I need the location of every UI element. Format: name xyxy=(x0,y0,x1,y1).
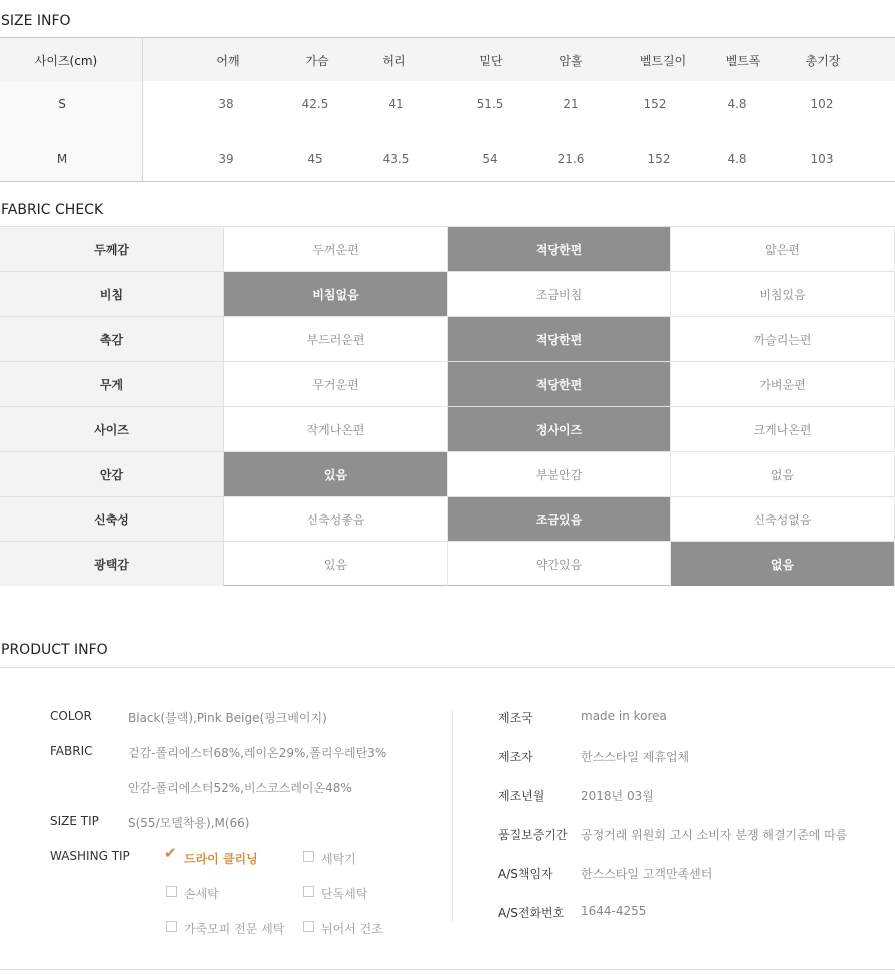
fabric-option-selected: 적당한편 xyxy=(448,227,671,271)
checkbox-icon xyxy=(303,921,314,932)
color-label: COLOR xyxy=(50,709,92,723)
fabric-row-label: 신축성 xyxy=(0,497,224,541)
fabric-row xyxy=(0,226,895,271)
checkmark-icon: ✔ xyxy=(164,844,177,862)
fabric-row xyxy=(0,496,895,541)
size-value: 45 xyxy=(307,152,323,166)
size-value: 39 xyxy=(218,152,234,166)
fabric-option: 두꺼운편 xyxy=(224,227,448,271)
size-info-title: SIZE INFO xyxy=(1,13,71,29)
size-table-label-column xyxy=(0,81,142,181)
detail-value: 한스스타일 제휴업체 xyxy=(581,750,690,764)
fabric-option: 무거운편 xyxy=(224,362,448,406)
size-col-header: 허리 xyxy=(382,54,406,68)
fabric-row xyxy=(0,406,895,451)
fabric-option: 신축성없음 xyxy=(671,497,895,541)
washing-option-separate: 단독세탁 xyxy=(321,887,368,901)
fabric-row xyxy=(0,316,895,361)
product-info-divider-bottom xyxy=(0,969,895,970)
fabric-value-outer: 겉감-폴리에스터68%,레이온29%,폴리우레탄3% xyxy=(128,746,387,760)
fabric-row-label: 안감 xyxy=(0,452,224,496)
washing-option-flat-dry: 뉘어서 건조 xyxy=(321,922,383,936)
fabric-row-label: 무게 xyxy=(0,362,224,406)
fabric-option: 비침있음 xyxy=(671,272,895,316)
detail-label: 제조년월 xyxy=(498,789,545,803)
size-col-header: 어깨 xyxy=(216,54,240,68)
product-info-column-divider xyxy=(452,710,453,922)
fabric-option-selected: 비침없음 xyxy=(224,272,448,316)
size-tip-label: SIZE TIP xyxy=(50,814,99,828)
size-col-header: 암홀 xyxy=(559,54,583,68)
checkbox-icon xyxy=(303,886,314,897)
fabric-option: 부분안감 xyxy=(448,452,671,496)
fabric-option: 작게나온편 xyxy=(224,407,448,451)
detail-value: 2018년 03월 xyxy=(581,789,654,803)
detail-value: 한스스타일 고객만족센터 xyxy=(581,867,713,881)
size-value: 51.5 xyxy=(476,97,504,111)
color-value: Black(블랙),Pink Beige(핑크베이지) xyxy=(128,711,327,725)
size-value: 152 xyxy=(647,152,671,166)
fabric-option: 가벼운편 xyxy=(671,362,895,406)
fabric-row-label: 사이즈 xyxy=(0,407,224,451)
size-value: 54 xyxy=(482,152,498,166)
size-value: 103 xyxy=(810,152,834,166)
detail-label: 제조자 xyxy=(498,750,533,764)
fabric-check-title: FABRIC CHECK xyxy=(1,202,104,218)
detail-value: 공정거래 위원회 고시 소비자 분쟁 해결기준에 따름 xyxy=(581,828,848,842)
size-row-label: S xyxy=(58,97,66,111)
washing-option-hand-wash: 손세탁 xyxy=(184,887,219,901)
fabric-option-selected: 정사이즈 xyxy=(448,407,671,451)
fabric-row-label: 광택감 xyxy=(0,542,224,586)
size-col-header: 벨트길이 xyxy=(639,54,687,68)
fabric-option: 까슬리는편 xyxy=(671,317,895,361)
fabric-option: 부드러운편 xyxy=(224,317,448,361)
fabric-option-selected: 있음 xyxy=(224,452,448,496)
checkbox-icon xyxy=(166,921,177,932)
fabric-value-lining: 안감-폴리에스터52%,비스코스레이온48% xyxy=(128,781,352,795)
size-value: 43.5 xyxy=(382,152,410,166)
size-col-header: 총기장 xyxy=(805,54,841,68)
fabric-row-label: 두께감 xyxy=(0,227,224,271)
fabric-row xyxy=(0,271,895,316)
fabric-option-selected: 적당한편 xyxy=(448,362,671,406)
checkbox-icon xyxy=(303,851,314,862)
fabric-row-label: 비침 xyxy=(0,272,224,316)
washing-option-machine: 세탁기 xyxy=(321,852,356,866)
detail-label: A/S전화번호 xyxy=(498,906,565,920)
size-value: 102 xyxy=(810,97,834,111)
fabric-option: 얇은편 xyxy=(671,227,895,271)
size-value: 152 xyxy=(643,97,667,111)
detail-label: A/S책임자 xyxy=(498,867,553,881)
fabric-option: 약간있음 xyxy=(448,542,671,586)
size-col-header: 가슴 xyxy=(305,54,329,68)
fabric-option-selected: 없음 xyxy=(671,542,895,586)
fabric-option: 조금비침 xyxy=(448,272,671,316)
size-value: 38 xyxy=(218,97,234,111)
size-value: 21.6 xyxy=(557,152,585,166)
size-value: 4.8 xyxy=(727,97,747,111)
product-info-title: PRODUCT INFO xyxy=(1,642,108,658)
fabric-option: 크게나온편 xyxy=(671,407,895,451)
size-value: 21 xyxy=(563,97,579,111)
detail-value: made in korea xyxy=(581,709,667,723)
size-table xyxy=(0,37,895,182)
size-label-header: 사이즈(cm) xyxy=(34,54,98,68)
checkbox-icon xyxy=(166,886,177,897)
detail-value: 1644-4255 xyxy=(581,904,647,918)
fabric-option-selected: 조금있음 xyxy=(448,497,671,541)
fabric-row xyxy=(0,451,895,496)
washing-option-leather-fur: 가죽모피 전문 세탁 xyxy=(184,922,285,936)
size-table-divider xyxy=(142,38,143,181)
fabric-option-selected: 적당한편 xyxy=(448,317,671,361)
fabric-option: 신축성좋음 xyxy=(224,497,448,541)
fabric-row xyxy=(0,541,895,586)
size-tip-value: S(55/모델착용),M(66) xyxy=(128,816,250,830)
size-col-header: 벨트폭 xyxy=(725,54,761,68)
size-col-header: 밑단 xyxy=(479,54,503,68)
fabric-option: 있음 xyxy=(224,542,448,586)
fabric-row-label: 촉감 xyxy=(0,317,224,361)
product-info-divider-top xyxy=(0,667,895,668)
fabric-row xyxy=(0,361,895,406)
detail-label: 제조국 xyxy=(498,711,533,725)
washing-option-dry-clean: 드라이 클리닝 xyxy=(184,852,258,866)
size-value: 42.5 xyxy=(301,97,329,111)
washing-tip-label: WASHING TIP xyxy=(50,849,130,863)
size-value: 4.8 xyxy=(727,152,747,166)
size-row-label: M xyxy=(56,152,68,166)
fabric-option: 없음 xyxy=(671,452,895,496)
fabric-check-table xyxy=(0,226,895,586)
detail-label: 품질보증기간 xyxy=(498,828,568,842)
size-value: 41 xyxy=(388,97,404,111)
fabric-label: FABRIC xyxy=(50,744,93,758)
